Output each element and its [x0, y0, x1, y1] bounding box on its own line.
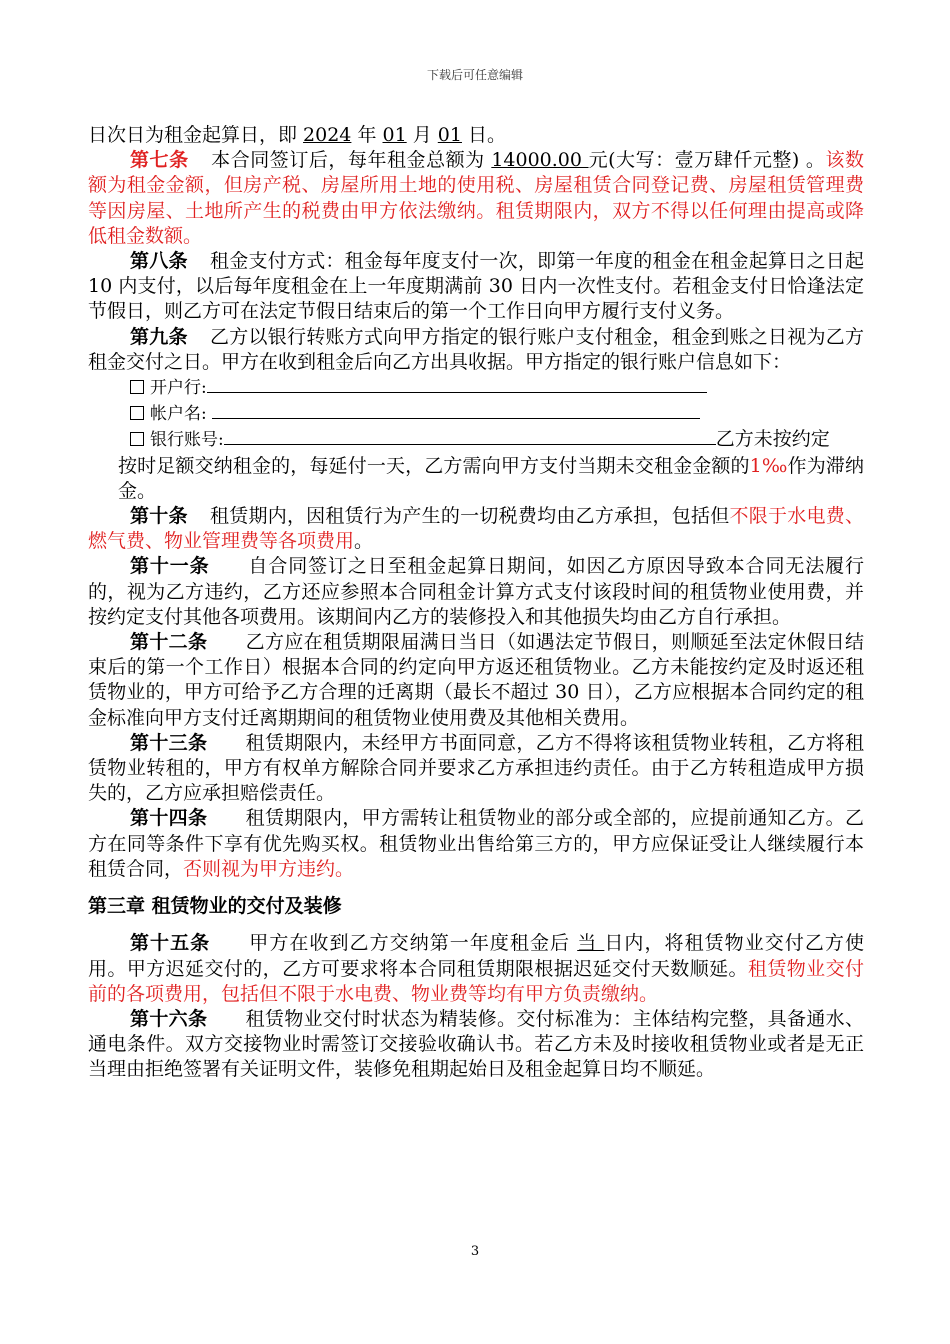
- label: 开户行:: [150, 378, 207, 399]
- text: 。: [354, 530, 374, 553]
- text: 作为滞纳金。: [118, 454, 864, 502]
- red-text: 否则视为甲方违约。: [183, 857, 355, 880]
- article-title: 第八条: [130, 250, 188, 273]
- article-title: 第十二条: [130, 631, 208, 654]
- blank-line: [224, 427, 716, 445]
- chapter-heading: 第三章 租赁物业的交付及装修: [88, 895, 342, 918]
- article-14: [88, 806, 864, 882]
- article-10: [88, 504, 864, 554]
- bank-holder-line: [88, 401, 864, 427]
- checkbox: [130, 380, 144, 394]
- article-title: 第九条: [130, 325, 188, 348]
- text: 乙方以银行转账方式向甲方指定的银行账户支付租金，租金到账之日视为乙方租金交付之日。甲方在收到租金后向乙方出具收据。甲方指定的银行账户信息如下：: [88, 325, 864, 373]
- text: 按时足额交纳租金的，每延付一天，乙方需向甲方支付当期未交租金金额的: [118, 454, 750, 477]
- text: 租赁期限内，甲方需转让租赁物业的部分或全部的，应提前通知乙方。乙方在同等条件下享有优先购买权。租赁物业出售给第三方的，甲方应保证受让人继续履行本租赁合同，: [88, 807, 864, 880]
- page-number: 3: [470, 1244, 480, 1259]
- text: 自合同签订之日至租金起算日期间，如因乙方原因导致本合同无法履行的，视为乙方违约，乙方还应参照本合同租金计算方式支付该段时间的租赁物业使用费，并按约定支付其他各项费用。该期间内乙方的装修投入和其他损失均由乙方自行承担。: [88, 555, 864, 628]
- bank-number-line: [88, 427, 864, 453]
- bank-opener-line: [88, 375, 864, 401]
- article-8: [88, 249, 864, 325]
- red-text: 租赁物业交付前的各项费用，包括但不限于水电费、物业费等均有甲方负责缴纳。: [88, 957, 864, 1005]
- late-fee-paragraph: [88, 454, 864, 504]
- rent-amount: 14000.00: [491, 149, 589, 172]
- red-text: 该数额为租金金额，但房产税、房屋所用土地的使用税、房屋租赁合同登记费、房屋租赁管理费等因房屋、土地所产生的税费由甲方依法缴纳。租赁期限内，双方不得以任何理由提高或降低租金数额。: [88, 149, 864, 247]
- label: 银行账号:: [150, 430, 224, 451]
- article-16: [88, 1007, 864, 1083]
- checkbox: [130, 406, 144, 420]
- text: 租金支付方式：租金每年度支付一次，即第一年度的租金在租金起算日之日起 10 内支付，以后每年度租金在上一年度期满前 30 日内一次性支付。若租金支付日恰逢法定节假日，则乙方可在法定节假日结束后的第一个工作日向甲方履行支付义务。: [88, 250, 864, 323]
- text: 乙方应在租赁期限届满日当日（如遇法定节假日，则顺延至法定休假日结束后的第一个工作日）根据本合同的约定向甲方返还租赁物业。乙方未能按约定及时返还租赁物业的，甲方可给予乙方合理的迁离期（最长不超过 30 日），乙方应根据本合同约定的租金标准向甲方支付迁离期期间的租赁物业使用费及其他相关费用。: [88, 631, 864, 729]
- article-title: 第十六条: [130, 1007, 208, 1030]
- red-text: 不限于水电费、燃气费、物业管理费等各项费用: [88, 505, 864, 553]
- article-title: 第十四条: [130, 807, 208, 830]
- day-value: 01: [437, 124, 462, 146]
- article-12: [88, 630, 864, 731]
- article-15: [88, 931, 864, 1007]
- checkbox: [130, 432, 144, 446]
- text: 年: [351, 124, 383, 146]
- text: 甲方在收到乙方交纳第一年度租金后: [248, 932, 578, 955]
- article-title: 第七条: [130, 149, 189, 172]
- text: 元(大写：壹万肆仟元整) 。: [588, 149, 826, 172]
- article-11: [88, 554, 864, 630]
- article-title: 第十三条: [130, 731, 208, 754]
- article-9: [88, 325, 864, 375]
- text: 日。: [461, 124, 507, 146]
- article-7: [88, 148, 864, 249]
- late-fee-rate: 1‰: [749, 454, 788, 477]
- text: 本合同签订后，每年租金总额为: [210, 149, 492, 172]
- year-value: 2024: [303, 124, 352, 146]
- text: 租赁物业交付时状态为精装修。交付标准为：主体结构完整，具备通水、通电条件。双方交接物业时需签订交接验收确认书。若乙方未及时接收租赁物业或者是无正当理由拒绝签署有关证明文件，装修免租期起始日及租金起算日均不顺延。: [88, 1007, 864, 1081]
- document-body: [88, 123, 864, 1083]
- article-title: 第十条: [130, 505, 188, 528]
- text: 租赁期限内，未经甲方书面同意，乙方不得将该租赁物业转租，乙方将租赁物业转租的，甲方有权单方解除合同并要求乙方承担违约责任。由于乙方转租造成甲方损失的，乙方应承担赔偿责任。: [88, 731, 864, 805]
- blank-line: [207, 375, 707, 393]
- text: 日次日为租金起算日，即: [88, 124, 304, 146]
- blank-line: [212, 401, 700, 419]
- article-title: 第十五条: [130, 932, 211, 955]
- text: 乙方未按约定: [715, 428, 830, 451]
- delivery-days-blank: 当: [577, 932, 605, 955]
- text: 租赁期内，因租赁行为产生的一切税费均由乙方承担，包括但: [209, 505, 730, 528]
- article-title: 第十一条: [130, 555, 210, 578]
- article-13: [88, 731, 864, 807]
- month-value: 01: [382, 124, 407, 146]
- text: 月: [406, 124, 438, 146]
- label: 帐户名:: [150, 404, 207, 425]
- page-header: 下载后可任意编辑: [426, 68, 523, 82]
- text: 日内，将租赁物业交付乙方使用。甲方迟延交付的，乙方可要求将本合同租赁期限根据迟延交付天数顺延。: [88, 932, 864, 980]
- paragraph-rent-start: [88, 123, 864, 148]
